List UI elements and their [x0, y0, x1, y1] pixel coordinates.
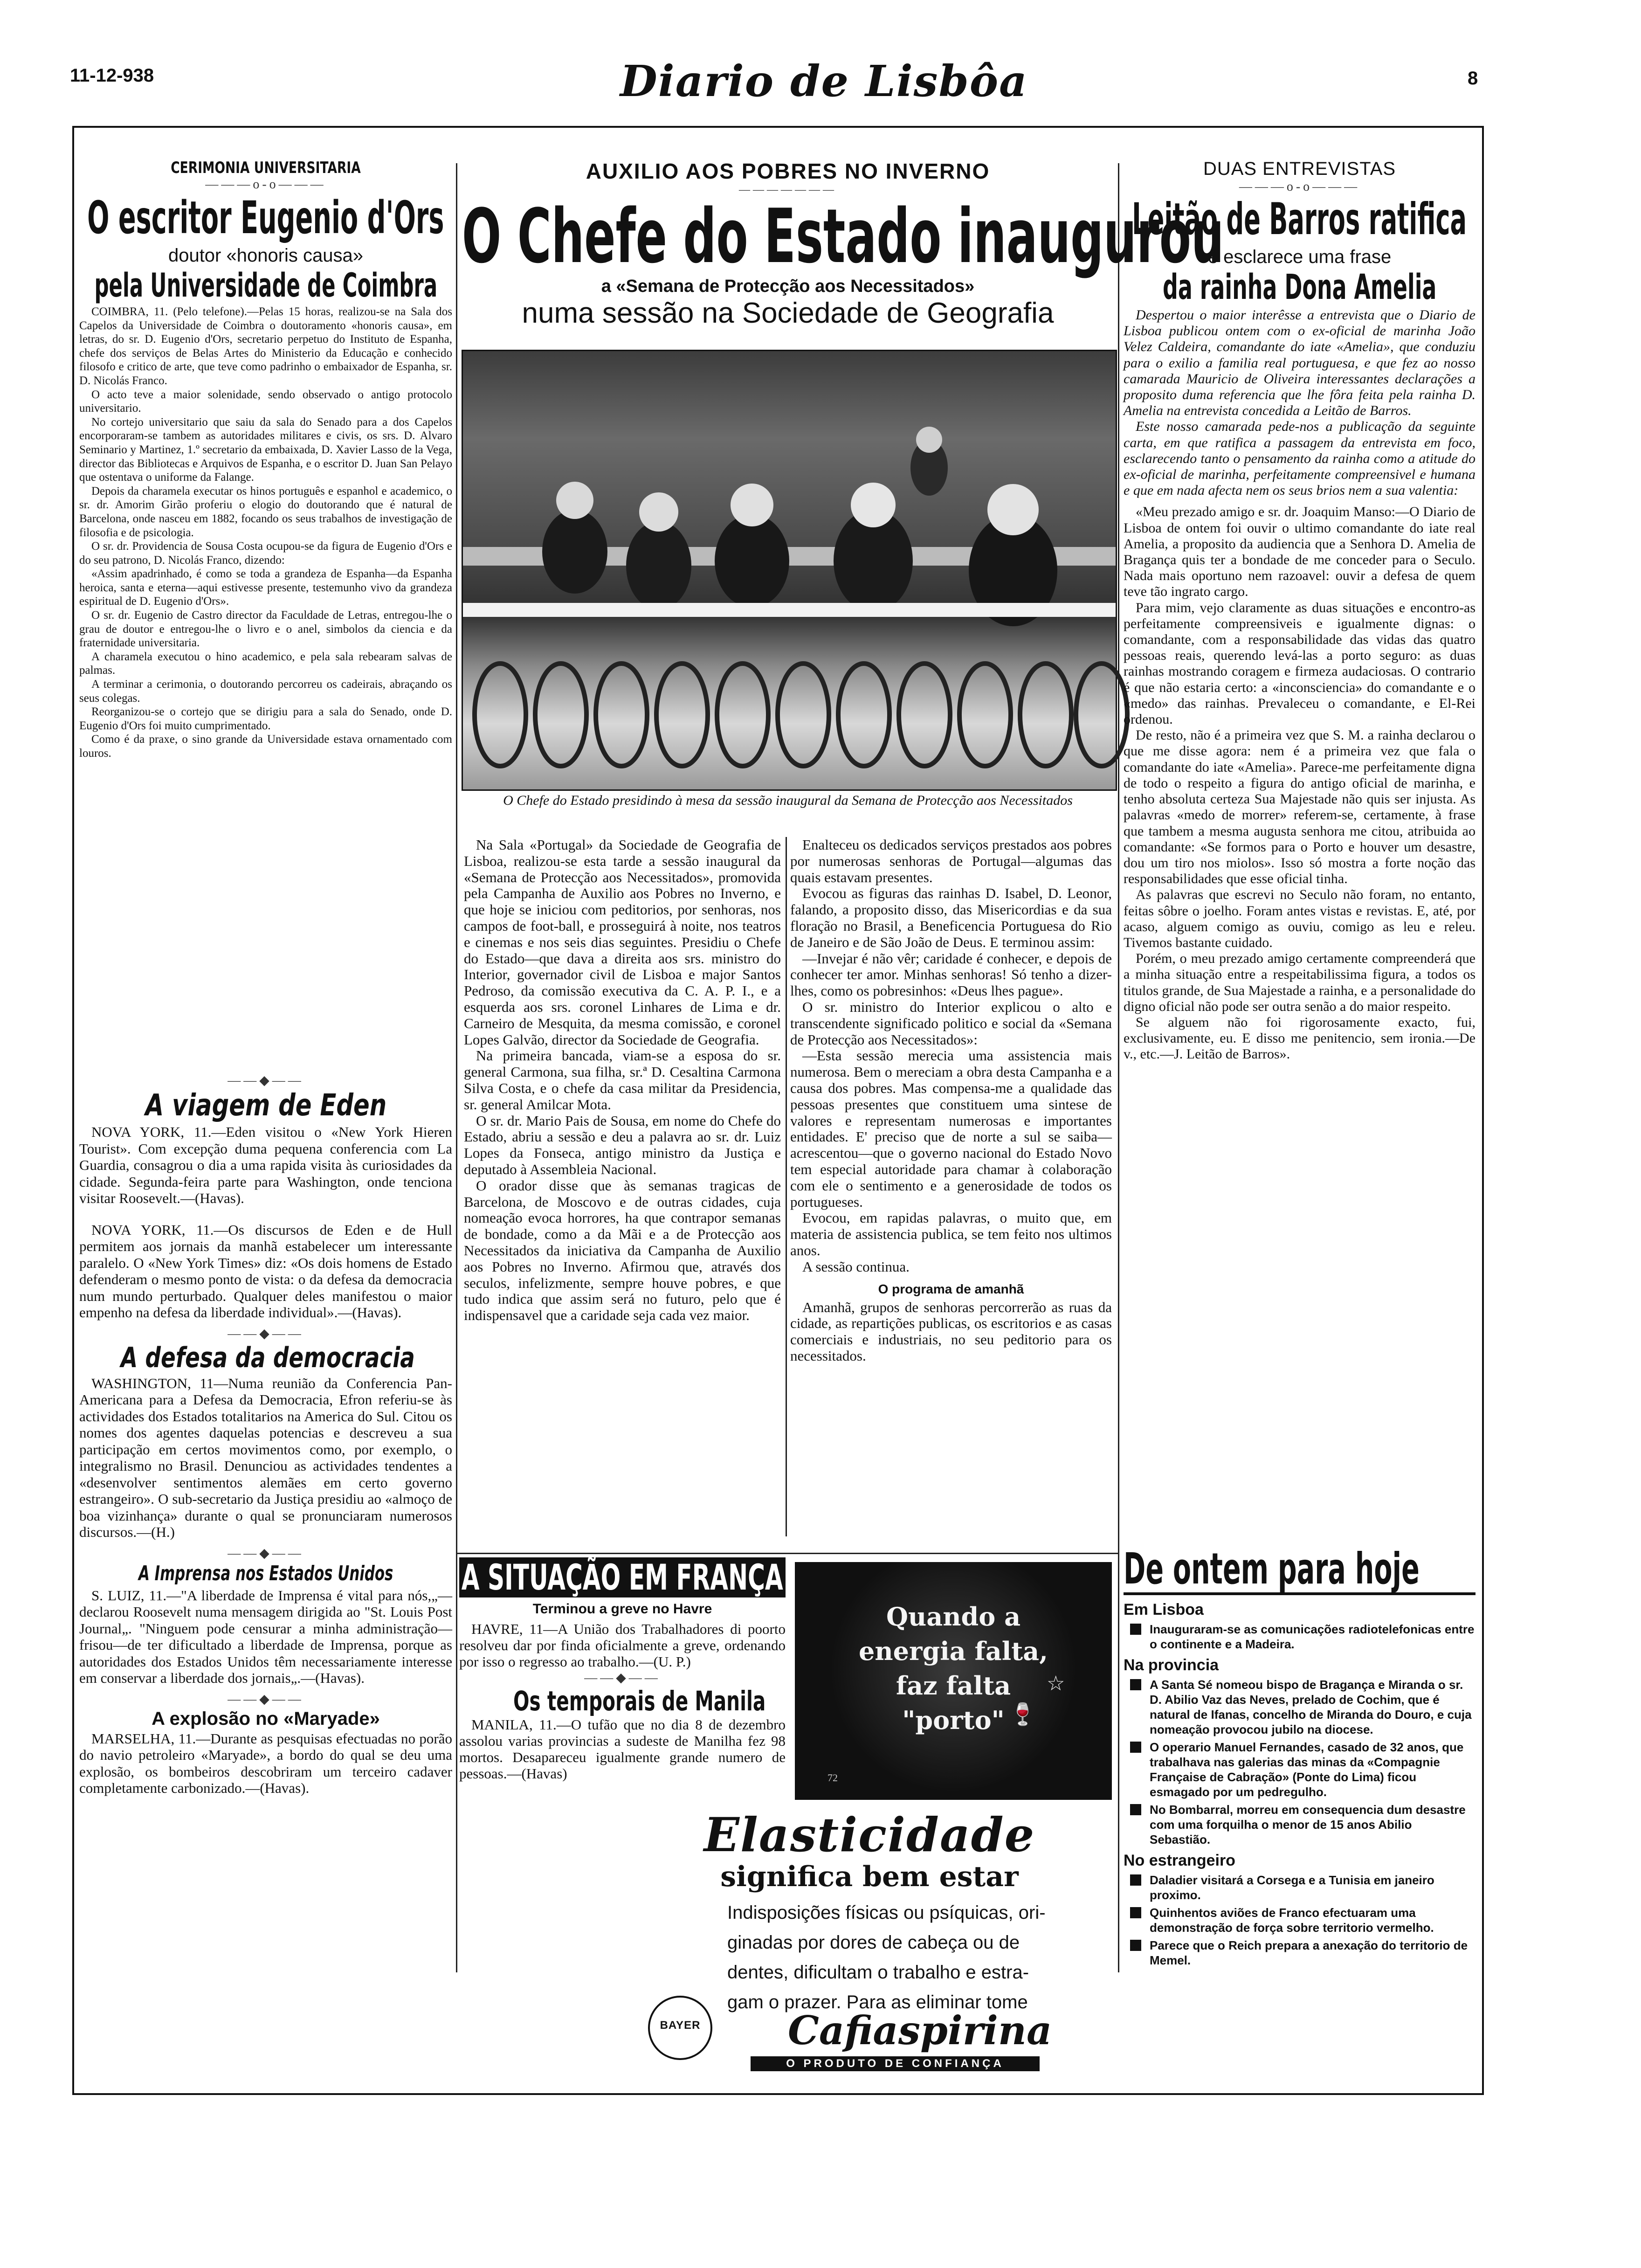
col1-def-p: WASHINGTON, 11—Numa reunião da Conferencia Pan-Americana para a Defesa da Democracia, Efron referiu-se às actividades dos Estados totalitarios na America do Sul. Citou os nomes dos agentes daquelas potencias e descreveu a sua participação em certos movimentos como, por exemplo, o integralismo no Brasil. Denunciou as actividades tendentes a «desenvolver sentimentos alemães em certo governo estrangeiro». O sub-secretario da Justiça presidiu ao «almoço de boa vizinhança» durante o qual se pronunciaram numerosos discursos.—(H.) [79, 1375, 452, 1540]
square-bullet-icon [1130, 1742, 1141, 1753]
center-lead-header [462, 159, 1224, 330]
square-bullet-icon [1130, 1940, 1141, 1951]
center-left-paragraph: O sr. dr. Mario Pais de Sousa, em nome do Chefe do Estado, abriu a sessão e deu a palavra ao sr. dr. Luiz Lopes da Fonseca, antigo ministro da Justiça e deputado à Assembleia Nacional. [464, 1112, 781, 1177]
bayer-line-2: ginadas por dores de cabeça ou de [727, 1932, 1020, 1953]
bayer-line-4: gam o prazer. Para as eliminar tome [727, 1992, 1028, 2012]
manila-body [459, 1716, 786, 1782]
ontem-sec-estrangeiro: No estrangeiro [1124, 1852, 1235, 1869]
center-body-left [464, 837, 781, 1324]
news-item-text: O operario Manuel Fernandes, casado de 32 anos, que trabalhava nas galerias das minas da «Compagnie Française de Cabração» (Ponte do Lima) ficou esmagado por um pedregulho. [1150, 1740, 1464, 1799]
col1-ors-paragraph: A terminar a cerimonia, o doutorando percorreu os cadeirais, abraçando os seus colegas. [79, 678, 452, 705]
prog-title: O programa de amanhã [878, 1281, 1024, 1296]
france-sub: Terminou a greve no Havre [532, 1601, 712, 1617]
issue-date: 11-12-938 [70, 65, 154, 86]
ontem-sec-provincia: Na provincia [1124, 1656, 1219, 1674]
bayer-tagline: O PRODUTO DE CONFIANÇA [751, 2056, 1040, 2071]
col1-headline2-wrap [79, 267, 452, 305]
news-item [1130, 1938, 1476, 1968]
col3-intro [1124, 307, 1476, 498]
col1-def-title: A defesa da democracia [120, 1341, 415, 1374]
col1-ors-paragraph: O sr. dr. Providencia de Sousa Costa ocupou-se da figura de Eugenio d'Ors e do seu patrono, D. Nicolás Franco, dizendo: [79, 540, 452, 567]
square-bullet-icon [1130, 1679, 1141, 1690]
col1-ors-paragraph: COIMBRA, 11. (Pelo telefone).—Pelas 15 horas, realizou-se na Sala dos Capelos da Universidade de Coimbra o doutoramento «honoris causa», em letras, do sr. D. Eugenio d'Ors, secretario perpetuo do Instituto de Espanha, chefe dos serviços de Belas Artes do Ministerio da Educação e conhecido filosofo e critico de arte, que teve como padrinho o embaixador de Espanha, sr. D. Nicolás Franco. [79, 305, 452, 387]
bayer-logo-h: BAYER [660, 2019, 701, 2032]
col1-ors-paragraph: Reorganizou-se o cortejo que se dirigiu para a sala do Senado, onde D. Eugenio d'Ors foi muito cumprimentado. [79, 705, 452, 732]
col1-exp-body [79, 1730, 452, 1797]
porto-line-1: Quando a [886, 1602, 1021, 1632]
col3-letter [1124, 504, 1476, 1062]
manila-title: Os temporais de Manila [513, 1685, 766, 1717]
photo-session [462, 350, 1117, 791]
bayer-subtitle: significa bem estar [720, 1860, 1019, 1893]
france-sep: ——◆—— [584, 1671, 661, 1685]
col1-article-ors [79, 159, 452, 761]
center-kicker: AUXILIO AOS POBRES NO INVERNO [586, 159, 990, 183]
col1-imp-body [79, 1587, 452, 1687]
col3-article-leitao [1124, 159, 1476, 1063]
news-item [1130, 1873, 1476, 1902]
porto-line-2: energia falta, [859, 1636, 1048, 1666]
news-item-text: No Bombarral, morreu em consequencia dum desastre com uma forquilha o menor de 15 anos Abilio Sebastião. [1150, 1803, 1466, 1846]
column-rule-right [1118, 163, 1119, 1972]
france-title: A SITUAÇÃO EM FRANÇA [461, 1556, 783, 1598]
col1-body [79, 305, 452, 761]
porto-line-4: "porto" [902, 1705, 1005, 1735]
col3-headline1: Leitão de Barros ratifica [1132, 194, 1467, 245]
ontem-title-wrap [1124, 1546, 1476, 1595]
rule-france [457, 1553, 1119, 1554]
center-kicker-rule: ——————— [739, 184, 837, 196]
center-right-paragraph: —Invejar é não vêr; caridade é conhecer, e depois de conhecer ter amor. Minhas senhoras! Só tenho a dizer-lhes, como os pobresinhos: «Deus lhes pague». [790, 950, 1112, 999]
square-bullet-icon [1130, 1624, 1141, 1635]
col1-ornament: ———o-o——— [205, 177, 326, 192]
col1-sep-2: ——◆—— [228, 1326, 304, 1341]
col1-imp-title: A Imprensa nos Estados Unidos [138, 1561, 393, 1585]
col3-headline2: da rainha Dona Amelia [1162, 267, 1437, 307]
news-item-text: Parece que o Reich prepara a anexação do territorio de Memel. [1150, 1938, 1468, 1967]
news-item [1130, 1622, 1476, 1652]
center-right-paragraph: Evocou as figuras das rainhas D. Isabel, D. Leonor, falando, a proposito disso, das Misericordias e da sua floração no Brasil, a Beneficencia Portuguesa do Rio de Janeiro e de São João de Deus. E terminou assim: [790, 885, 1112, 950]
manila-title-wrap [459, 1686, 786, 1716]
col3-ontem [1124, 1546, 1476, 1970]
bayer-brand: Cafiaspirina [788, 2007, 1052, 2054]
photo-caption: O Chefe do Estado presidindo à mesa da sessão inaugural da Semana de Protecção aos Necessitados [503, 793, 1073, 808]
col1-headline1-wrap [79, 192, 452, 244]
porto-advert [795, 1562, 1112, 1800]
ontem-list-lisboa [1124, 1622, 1476, 1652]
center-headline: O Chefe do Estado inaugurou [462, 193, 1224, 280]
bayer-advert [639, 1809, 1100, 2070]
news-item [1130, 1677, 1476, 1737]
col1-sep-1: ——◆—— [228, 1073, 304, 1088]
col1-ors-paragraph: O acto teve a maior solenidade, sendo observado o antigo protocolo universitario. [79, 388, 452, 415]
col1-imp-p: S. LUIZ, 11.—"A liberdade de Imprensa é vital para nós,„—declarou Roosevelt numa mensagem dirigida ao "St. Louis Post Journal„. "Ninguem pode censurar a minha administração—frisou—de ter dificultado a liberdade de Imprensa, porque as autoridades dos Estados Unidos têm necessariamente interesse em conservar a liberdade dos jornais„.—(Havas). [79, 1587, 452, 1686]
col3-letter-paragraph: De resto, não é a primeira vez que S. M. a rainha declarou o que me disse agora: nem é a primeira vez que fala o comandante do iate «Amelia». Parece-me perfeitamente digna de todo o respeito a figura do antigo oficial de marinha, e tenho absoluta certeza Sua Majestade não quis ser injusta. As palavras «medo de morrer» referem-se, certamente, à frase que tambem a mesma augusta senhora me citou, atribuida ao comandante: «Se formos para o Porto e houver um desastre, dou um tiro nos miolos». Isso só mostra a forte noção das responsabilidades que esse oficial tinha. [1124, 727, 1476, 887]
col1-eden-body [79, 1124, 452, 1321]
col3-letter-paragraph: Porém, o meu prezado amigo certamente compreenderá que a minha situação entre a respeitabilissima figura, a todos os titulos grande, de Sua Majestade a rainha, e a personalidade do digno oficial não pode ser outra senão a do maior respeito. [1124, 951, 1476, 1014]
col3-intro-p1: Despertou o maior interêsse a entrevista que o Diario de Lisboa publicou ontem com o ex-oficial de marinha João Velez Caldeira, comandante do iate «Amelia», que conduziu para o exilio a familia real portuguesa, e que fez ao nosso camarada Mauricio de Oliveira interessantes declarações a proposito duma referencia que lhe fôra feita pela rainha D. Amelia na entrevista concedida a Leitão de Barros. [1124, 307, 1476, 419]
col3-letter-paragraph: Se alguem não foi rigorosamente exacto, fui, exclusivamente, eu. E disso me penitencio, sem ironia.—De v., etc.—J. Leitão de Barros». [1124, 1014, 1476, 1062]
col1-ors-paragraph: Depois da charamela executar os hinos português e espanhol e academico, o sr. dr. Amorim Girão proferiu o elogio do doutorando que é natural de Barcelona, onde nasceu em 1882, focando os seus trabalhos de investigação de filosofia e de psicologia. [79, 484, 452, 539]
center-right-paragraph: —Esta sessão merecia uma assistencia mais numerosa. Bem o mereciam a obra desta Campanha e a causa dos pobres. Mas compensa-me a qualidade das pessoas presentes que constituem uma sintese de valores e representam numerosas e importantes entidades. E' preciso que de norte a sul se saiba—acrescentou—que o governo nacional do Estado Novo tem especial autoridade para chamar à colaboração com ele o sentimento e a generosidade de todos os portugueses. [790, 1047, 1112, 1210]
col1-kicker: CERIMONIA UNIVERSITARIA [171, 159, 361, 177]
col1-sep-4: ——◆—— [228, 1692, 304, 1707]
ontem-list-estrangeiro [1124, 1873, 1476, 1968]
col1-ors-paragraph: Como é da praxe, o sino grande da Universidade estava ornamentado com louros. [79, 733, 452, 760]
news-item-text: Quinhentos aviões de Franco efectuaram uma demonstração de força sobre territorio vermelho. [1150, 1906, 1434, 1935]
france-article [459, 1557, 786, 1782]
bayer-line-1: Indisposições físicas ou psíquicas, ori- [727, 1902, 1046, 1923]
col1-imp-title-wrap [79, 1561, 452, 1587]
col3-ornament: ———o-o——— [1239, 180, 1360, 194]
col1-eden-p1: NOVA YORK, 11.—Eden visitou o «New York Hieren Tourist». Com excepção duma pequena conferencia com La Guardia, consagrou o dia a uma rapida visita às curiosidades da cidade. Segunda-feira parte para Washington, onde tenciona visitar Roosevelt.—(Havas). [79, 1124, 452, 1206]
center-body-right-wrap [790, 837, 1112, 1364]
col1-eden-title: A viagem de Eden [145, 1088, 386, 1123]
prog-p: Amanhã, grupos de senhoras percorrerão as ruas da cidade, as repartições publicas, os escritorios e as casas comerciais e industriais, no seu peditorio para os necessitados. [790, 1299, 1112, 1364]
photo-figures [463, 351, 1116, 789]
center-right-paragraph: Evocou, em rapidas palavras, o muito que, em materia de assistencia publica, se tem feito nos ultimos anos. [790, 1210, 1112, 1258]
ontem-title: De ontem para hoje [1124, 1544, 1420, 1594]
porto-glass-icon: 🍷 [1009, 1702, 1036, 1726]
center-body-right [790, 837, 1112, 1275]
prog-body [790, 1300, 1112, 1364]
center-left-paragraph: O orador disse que às semanas tragicas de Barcelona, de Moscovo e de outras cidades, cuja nomeação evoca horrores, ha que contrapor semanas de bondade, como a da Mãi e a de Protecção aos Necessitados da iniciativa da Campanha de Auxilio aos Pobres no Inverno. Afirmou que, através dos seculos, infelizmente, sempre houve pobres, e que tudo indica que assim será no futuro, pelo que é indispensavel que a caridade seja cada vez maior. [464, 1177, 781, 1324]
ontem-list-provincia [1124, 1677, 1476, 1847]
porto-star-icon: ☆ [1047, 1672, 1065, 1695]
ontem-sec-lisboa: Em Lisboa [1124, 1601, 1204, 1618]
center-left-paragraph: Na Sala «Portugal» da Sociedade de Geografia de Lisboa, realizou-se esta tarde a sessão inaugural da «Semana de Protecção aos Necessitados», promovida pela Campanha de Auxilio aos Pobres no Inverno, e que hoje se iniciou com peditorios, por senhoras, nos campos de foot-ball, e prosseguirá à noite, nos teatros e cinemas e nos seis dias seguintes. Presidiu o Chefe do Estado—que dava a direita aos srs. ministro do Interior, governador civil de Lisboa e major Santos Pedroso, da comissão executiva da C. A. P. I., e a esquerda aos srs. coronel Linhares de Lima e dr. Carneiro de Mesquita, da mesma comissão, e coronel Lopes Galvão, director da Sociedade de Geografia. [464, 837, 781, 1048]
france-body [459, 1621, 786, 1670]
news-item-text: A Santa Sé nomeou bispo de Bragança e Miranda o sr. D. Abilio Vaz das Neves, prelado de Cochim, que é natural de Ifanas, concelho de Miranda do Douro, e cuja nomeação provocou jubilo na diocese. [1150, 1678, 1472, 1736]
square-bullet-icon [1130, 1804, 1141, 1815]
col1-headline2: pela Universidade de Coimbra [94, 266, 437, 304]
col1-ors-paragraph: No cortejo universitario que saiu da sala do Senado para a dos Capelos encorporaram-se tambem as autoridades militares e civis, os srs. D. Alvaro Seminario y Martinez, 1.º secretario da embaixada, D. Xavier Lasso de la Vega, director das Bibliotecas e Arquivos de Espanha, e o escritor D. Juan San Pelayo que ostentava o uniforme da Falange. [79, 415, 452, 484]
col1-def-title-wrap [79, 1341, 452, 1375]
col1-exp-p: MARSELHA, 11.—Durante as pesquisas efectuadas no porão do navio petroleiro «Maryade», a bordo do qual se deu uma explosão, os bombeiros descobriram um terceiro cadaver completamente carbonizado.—(Havas). [79, 1730, 452, 1796]
bayer-cross-logo [648, 1996, 712, 2060]
center-right-paragraph: O sr. ministro do Interior explicou o alto e transcendente significado politico e social da «Semana de Protecção aos Necessitados»: [790, 998, 1112, 1048]
col1-ors-paragraph: O sr. dr. Eugenio de Castro director da Faculdade de Letras, entregou-lhe o grau de doutor e entregou-lhe o livro e o anel, simbolos da ciencia e da fraternidade universitaria. [79, 609, 452, 650]
bayer-body [727, 1898, 1096, 2017]
page-number: 8 [1468, 68, 1478, 89]
col1-eden-title-wrap [79, 1088, 452, 1124]
center-sub2: numa sessão na Sociedade de Geografia [522, 297, 1054, 329]
col3-letter-paragraph: «Meu prezado amigo e sr. dr. Joaquim Manso:—O Diario de Lisboa de ontem foi ouvir o ultimo comandante do iate real Amelia, a proposito da audiencia que a Senhora D. Amelia de Bragança quis ter a bondade de me conceder para o Seculo. Nada mais oportuno nem razoavel: ouvir a defesa de quem teve tão ingrato cargo. [1124, 504, 1476, 600]
newspaper-title: Diario de Lisbôa [620, 56, 1028, 106]
square-bullet-icon [1130, 1874, 1141, 1886]
bayer-title: Elasticidade [703, 1807, 1035, 1862]
porto-line-3: faz falta [896, 1671, 1011, 1701]
center-right-paragraph: Enalteceu os dedicados serviços prestados aos pobres por numerosas senhoras de Portugal—algumas das quais estavam presentes. [790, 837, 1112, 885]
col1-headline1: O escritor Eugenio d'Ors [87, 192, 444, 244]
col1-ors-paragraph: «Assim apadrinhado, é como se toda a grandeza de Espanha—da Espanha heroica, santa e eterna—aqui estivesse presente, testemunho vivo da grandeza espiritual de D. Eugenio d'Ors». [79, 567, 452, 608]
manila-p: MANILA, 11.—O tufão que no dia 8 de dezembro assolou varias provincias a sudeste de Manilha fez 98 mortos. Desapareceu igualmente grande numero de pessoas.—(Havas) [459, 1716, 786, 1782]
news-item [1130, 1740, 1476, 1799]
col1-exp-title: A explosão no «Maryade» [152, 1708, 380, 1729]
center-inner-rule [786, 837, 787, 1536]
col3-kicker: DUAS ENTREVISTAS [1203, 159, 1396, 179]
col3-headline1-wrap [1124, 194, 1476, 246]
porto-number: 72 [827, 1772, 838, 1784]
col1-sep-3: ——◆—— [228, 1546, 304, 1561]
news-item-text: Daladier visitará a Corsega e a Tunisia em janeiro proximo. [1150, 1873, 1434, 1902]
col3-letter-paragraph: As palavras que escrevi no Seculo não foram, no entanto, feitas sôbre o joelho. Foram antes vistas e revistas. E, até, por acaso, alguem comigo as ouviu, comigo as leu e releu. Tivemos bastante cuidado. [1124, 887, 1476, 950]
news-item [1130, 1905, 1476, 1935]
col1-def-body [79, 1375, 452, 1541]
bayer-line-3: dentes, dificultam o trabalho e estra- [727, 1962, 1029, 1983]
col3-letter-paragraph: Para mim, vejo claramente as duas situações e encontro-as perfeitamente compreensiveis e igualmente dignas: o comandante, com a responsabilidade das vidas das quatro pessoas reais, querendo levá-las a porto seguro: as duas rainhas mostrando coragem e firmeza audaciosas. O contrario é que não estaria certo: a «inconsciencia» do comandante e o «medo» das rainhas. Prevaleceu o comandante, e El-Rei ordenou. [1124, 600, 1476, 727]
col1-eden-p2: NOVA YORK, 11.—Os discursos de Eden e de Hull permitem aos jornais da manhã estabelecer um interessante paralelo. O «New York Times» diz: «Os dois homens de Estado defenderam o mesmo ponto de vista: o da defesa da democracia num mundo perturbado. Qualquer deles manifestou o maior empenho na defesa da liberdade individual».—(Havas). [79, 1221, 452, 1321]
news-item [1130, 1802, 1476, 1847]
square-bullet-icon [1130, 1907, 1141, 1918]
col1-sub: doutor «honoris causa» [168, 245, 364, 266]
col3-intro-p2: Este nosso camarada pede-nos a publicação da seguinte carta, em que ratifica a passagem da entrevista em foco, esclarecendo tanto o pensamento da rainha como a atitude do ex-oficial de marinha, perfeitamente compreensivel e humana e que em nada afecta nem os seus brios nem a sua valentia: [1124, 419, 1476, 498]
france-p: HAVRE, 11—A União dos Trabalhadores di poorto resolveu dar por finda oficialmente a greve, ordenando por isso o regresso ao trabalho.—(U. P.) [459, 1621, 786, 1670]
center-headline-wrap [462, 193, 1224, 280]
col1-article-eden [79, 1072, 452, 1797]
center-left-paragraph: Na primeira bancada, viam-se a esposa do sr. general Carmona, sua filha, sr.ª D. Cesaltina Carmona Silva Costa, e o chefe da casa militar da Presidencia, sr. general Amilcar Mota. [464, 1047, 781, 1113]
center-sub1: a «Semana de Protecção aos Necessitados» [601, 277, 975, 296]
col3-sub: e esclarece uma frase [1207, 247, 1392, 267]
col1-ors-paragraph: A charamela executou o hino academico, e pela sala rebearam salvas de palmas. [79, 650, 452, 677]
news-item-text: Inauguraram-se as comunicações radiotelefonicas entre o continente e a Madeira. [1150, 1622, 1475, 1651]
france-title-bar [459, 1557, 786, 1597]
column-rule-left [456, 163, 457, 1972]
col3-headline2-wrap [1124, 268, 1476, 307]
center-right-paragraph: A sessão continua. [802, 1258, 910, 1275]
